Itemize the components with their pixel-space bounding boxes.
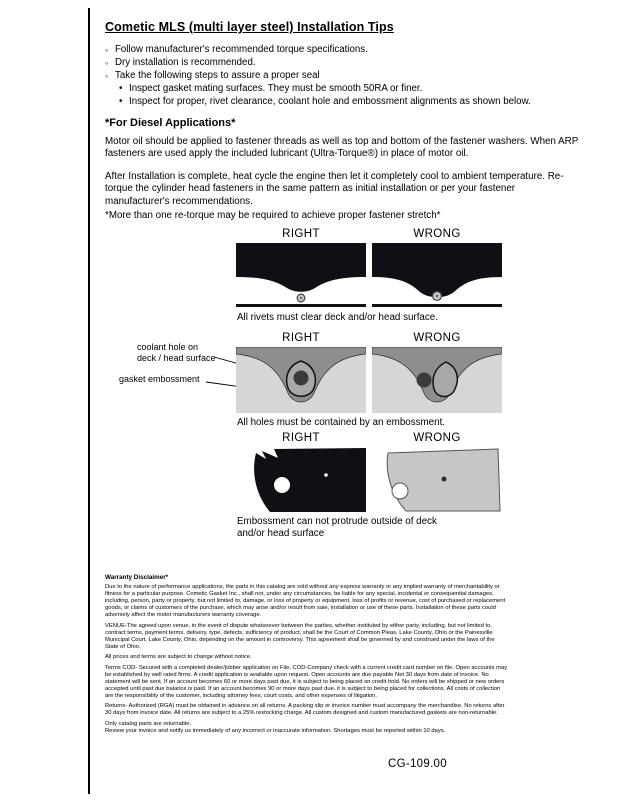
- coolant-hole: [294, 371, 309, 386]
- rivet-clearance-right-panel: [236, 243, 366, 309]
- disclaimer-paragraph: Returns- Authorized (RGA) must be obtained in advance on all returns. A packing slip or invoice number must accompany the merchandise. No returns after 30 days from invoice date. All returns are subject to a 25% restocking charge. All custom designed and custom manufactured gaskets are non-returnable.: [105, 703, 505, 716]
- small-hole: [442, 477, 447, 482]
- disclaimer-paragraph: Due to the nature of performance applications, the parts in this catalog are sold without any express warranty or any implied warranty of merchantability or fitness for a particular purpose. Cometic Gasket Inc., shall not, under any circumstances, be liable for any special, incidental or consequential damages, including, person, party or property, but not limited to, damage, or loss of property or equipment, loss of profits or revenue, cost of purchased or replacement goods, or claims of customers of the purchase, which may arise and/or result from sale, installation or use of these parts. Installation of these parts could adversely affect the motor manufacturers warranty coverage.: [105, 584, 506, 618]
- disclaimer-paragraph: Review your invoice and notify us immediately of any incorrect or inaccurate information. Shortages must be reported within 10 days.: [105, 727, 446, 734]
- embossment-wrong-graphic: [372, 347, 502, 413]
- list-item: [105, 57, 531, 70]
- circle-bullet-icon: ◦: [105, 71, 109, 81]
- wrong-label-row3: WRONG: [413, 432, 461, 444]
- retorque-note: *More than one re-torque may be required to achieve proper fastener stretch*: [105, 210, 441, 221]
- protrusion-wrong-graphic: [372, 447, 502, 513]
- circle-bullet-icon: ◦: [105, 45, 109, 55]
- row2-caption: All holes must be contained by an embossment.: [237, 417, 446, 428]
- rivet-center: [300, 297, 303, 300]
- embossment-right-panel: [236, 347, 366, 413]
- embossment-wrong-panel: [372, 347, 502, 413]
- page-code: CG-109.00: [388, 758, 447, 770]
- embossment-right-graphic: [236, 347, 366, 413]
- embossment-hole: [392, 483, 408, 499]
- tip-text: Dry installation is recommended.: [115, 57, 256, 68]
- deck-line: [372, 304, 502, 307]
- deck-line: [236, 304, 366, 307]
- circle-bullet-icon: ◦: [105, 58, 109, 68]
- dot-bullet-icon: •: [119, 83, 123, 94]
- diesel-applications-heading: *For Diesel Applications*: [105, 117, 236, 129]
- callout-line: deck / head surface: [137, 353, 216, 363]
- list-item: [119, 83, 531, 96]
- disclaimer-paragraph: Only catalog parts are returnable.: [105, 720, 192, 727]
- right-label-row1: RIGHT: [282, 228, 320, 240]
- protrusion-wrong-panel: [372, 447, 502, 513]
- coolant-hole: [417, 373, 432, 388]
- tip-text: Follow manufacturer's recommended torque specifications.: [115, 44, 368, 55]
- disclaimer-heading: Warranty Disclaimer*: [105, 574, 169, 581]
- dot-bullet-icon: •: [119, 96, 123, 107]
- row1-caption: All rivets must clear deck and/or head surface.: [237, 312, 438, 323]
- tip-text: Inspect for proper, rivet clearance, coolant hole and embossment alignments as shown below.: [129, 96, 531, 107]
- list-item: [105, 44, 531, 57]
- list-item: [105, 70, 531, 83]
- protrusion-right-graphic: [236, 447, 366, 513]
- tip-text: Take the following steps to assure a proper seal: [115, 70, 320, 81]
- embossment-hole: [274, 477, 290, 493]
- small-hole: [324, 473, 328, 477]
- deck-section-shape: [254, 448, 366, 512]
- gasket-embossment-callout: gasket embossment: [119, 374, 200, 384]
- right-label-row2: RIGHT: [282, 332, 320, 344]
- diesel-paragraph-2: After Installation is complete, heat cycle the engine then let it completely cool to ambient temperature. Re-torque the cylinder head fasteners in the same pattern as initial installation or per your fastener manufacturer's recommendations.: [105, 171, 564, 207]
- warranty-disclaimer: [105, 574, 509, 738]
- rivet-center: [436, 295, 439, 298]
- disclaimer-paragraph: VENUE-The agreed upon venue, in the event of dispute whatsoever between the parties, whether instituted by either party, including, but not limited to, contract terms, payment terms, delivery, type, defects, sufficiency of product, shall be the Court of Common Pleas, Lake County, Ohio or the Painesville Municipal Court, Lake County, Ohio, depending on the amount in controversy. This agreement shall be governed by and construed under the laws of the State of Ohio.: [105, 622, 495, 650]
- wrong-label-row2: WRONG: [413, 332, 461, 344]
- tip-text: Inspect gasket mating surfaces. They must be smooth 50RA or finer.: [129, 83, 423, 94]
- wrong-label-row1: WRONG: [413, 228, 461, 240]
- protrusion-right-panel: [236, 447, 366, 513]
- page-title: Cometic MLS (multi layer steel) Installation Tips: [105, 20, 394, 34]
- tips-list: [105, 44, 531, 109]
- left-border-rule: [88, 8, 90, 794]
- diesel-paragraph-1: Motor oil should be applied to fastener threads as well as top and bottom of the fastener washers. When ARP fasteners are used apply the included lubricant (Ultra-Torque®) in place of motor oil.: [105, 136, 579, 160]
- rivet-clearance-right-graphic: [236, 243, 366, 309]
- list-item: [119, 96, 531, 109]
- disclaimer-paragraph: Terms COD- Secured with a completed dealer/jobber application on File, COD-Company check with a current credit card number on file. Open accounts may be established by well rated firms. A credit application is available upon request. Open accounts are due payable Net 30 days from date of invoice. No statement will be sent. If an account becomes 60 or more days past due, it is subject to being placed on credit hold. No orders will be shipped or new orders accepted until past due balance is paid. If an account becomes 90 or more days past due, it is subject to being placed for collections. All costs of collection are the responsibility of the customer, including attorney fees, court costs, and other expenses of litigation.: [105, 664, 508, 699]
- row3-caption: Embossment can not protrude outside of deck and/or head surface: [237, 516, 437, 539]
- callout-line: coolant hole on: [137, 342, 199, 352]
- right-label-row3: RIGHT: [282, 432, 320, 444]
- disclaimer-paragraph: All prices and terms are subject to change without notice.: [105, 654, 252, 660]
- rivet-clearance-wrong-graphic: [372, 243, 502, 309]
- rivet-clearance-wrong-panel: [372, 243, 502, 309]
